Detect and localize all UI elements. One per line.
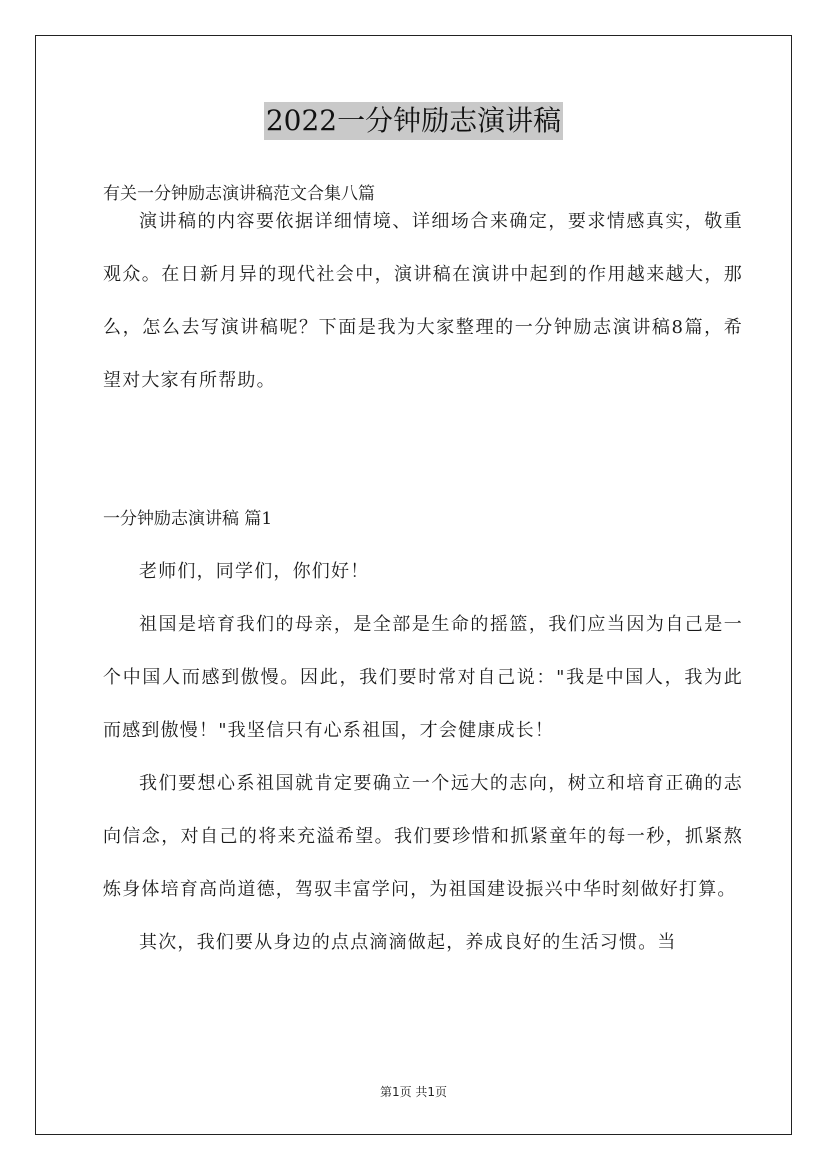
body-block [103,545,743,969]
body-paragraph-2: 祖国是培育我们的母亲，是全部是生命的摇篮，我们应当因为自己是一个中国人而感到傲慢。因此，我们要时常对自己说："我是中国人，我为此而感到傲慢！"我坚信只有心系祖国，才会健康成长！ [103,614,743,741]
body-paragraph-3: 我们要想心系祖国就肯定要确立一个远大的志向，树立和培育正确的志向信念，对自己的将来充溢希望。我们要珍惜和抓紧童年的每一秒，抓紧熬炼身体培育高尚道德，驾驭丰富学问，为祖国建设振兴中华时刻做好打算。 [103,773,743,900]
intro-paragraph: 演讲稿的内容要依据详细情境、详细场合来确定，要求情感真实，敬重观众。在日新月异的现代社会中，演讲稿在演讲中起到的作用越来越大，那么，怎么去写演讲稿呢？下面是我为大家整理的一分钟励志演讲稿8篇，希望对大家有所帮助。 [103,211,743,391]
section-heading: 一分钟励志演讲稿 篇1 [103,509,273,529]
body-paragraph-4: 其次，我们要从身边的点点滴滴做起，养成良好的生活习惯。当 [139,932,677,953]
document-title: 2022一分钟励志演讲稿 [264,102,563,140]
title-container [0,102,827,140]
page-footer: 第1页 共1页 [379,1085,448,1099]
intro-block [103,195,743,407]
document-subtitle: 有关一分钟励志演讲稿范文合集八篇 [103,184,375,204]
body-paragraph-1: 老师们，同学们，你们好！ [139,561,370,582]
